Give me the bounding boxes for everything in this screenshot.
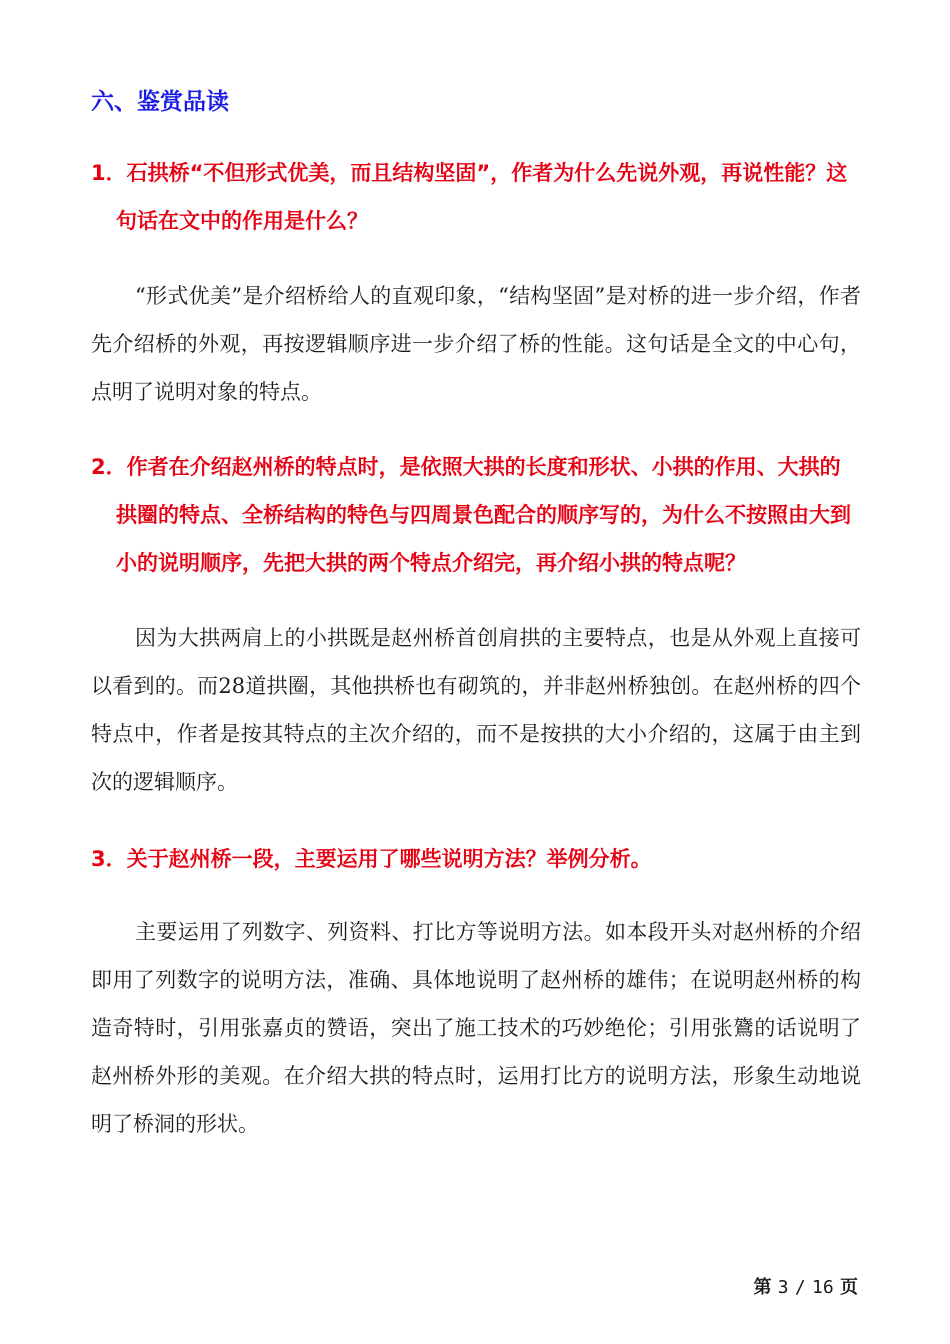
page-footer [754,1273,859,1303]
footer-separator: / [794,1277,806,1298]
answer-2: 因为大拱两肩上的小拱既是赵州桥首创肩拱的主要特点，也是从外观上直接可以看到的。而28道拱圈，其他拱桥也有砌筑的，并非赵州桥独创。在赵州桥的四个特点中，作者是按其特点的主次介绍的，而不是按拱的大小介绍的，这属于由主到次的逻辑顺序。 [91,626,861,794]
question-1: 1．石拱桥“不但形式优美，而且结构坚固”，作者为什么先说外观，再说性能？这句话在文中的作用是什么？ [91,161,848,233]
footer-total-pages: 16 [812,1277,834,1298]
question-3: 3．关于赵州桥一段，主要运用了哪些说明方法？举例分析。 [91,847,652,871]
answer-1: “形式优美”是介绍桥给人的直观印象，“结构坚固”是对桥的进一步介绍，作者先介绍桥的外观，再按逻辑顺序进一步介绍了桥的性能。这句话是全文的中心句，点明了说明对象的特点。 [91,284,861,404]
section-heading: 六、鉴赏品读 [91,89,229,115]
footer-prefix: 第 [753,1277,772,1298]
question-2: 2．作者在介绍赵州桥的特点时，是依照大拱的长度和形状、小拱的作用、大拱的拱圈的特点、全桥结构的特色与四周景色配合的顺序写的，为什么不按照由大到小的说明顺序，先把大拱的两个特点介绍完，再介绍小拱的特点呢？ [91,455,851,575]
footer-suffix: 页 [840,1277,858,1298]
answer-3: 主要运用了列数字、列资料、打比方等说明方法。如本段开头对赵州桥的介绍即用了列数字的说明方法，准确、具体地说明了赵州桥的雄伟；在说明赵州桥的构造奇特时，引用张嘉贞的赞语，突出了施工技术的巧妙绝伦；引用张鷟的话说明了赵州桥外形的美观。在介绍大拱的特点时，运用打比方的说明方法，形象生动地说明了桥洞的形状。 [91,920,861,1136]
footer-current-page: 3 [777,1277,789,1298]
